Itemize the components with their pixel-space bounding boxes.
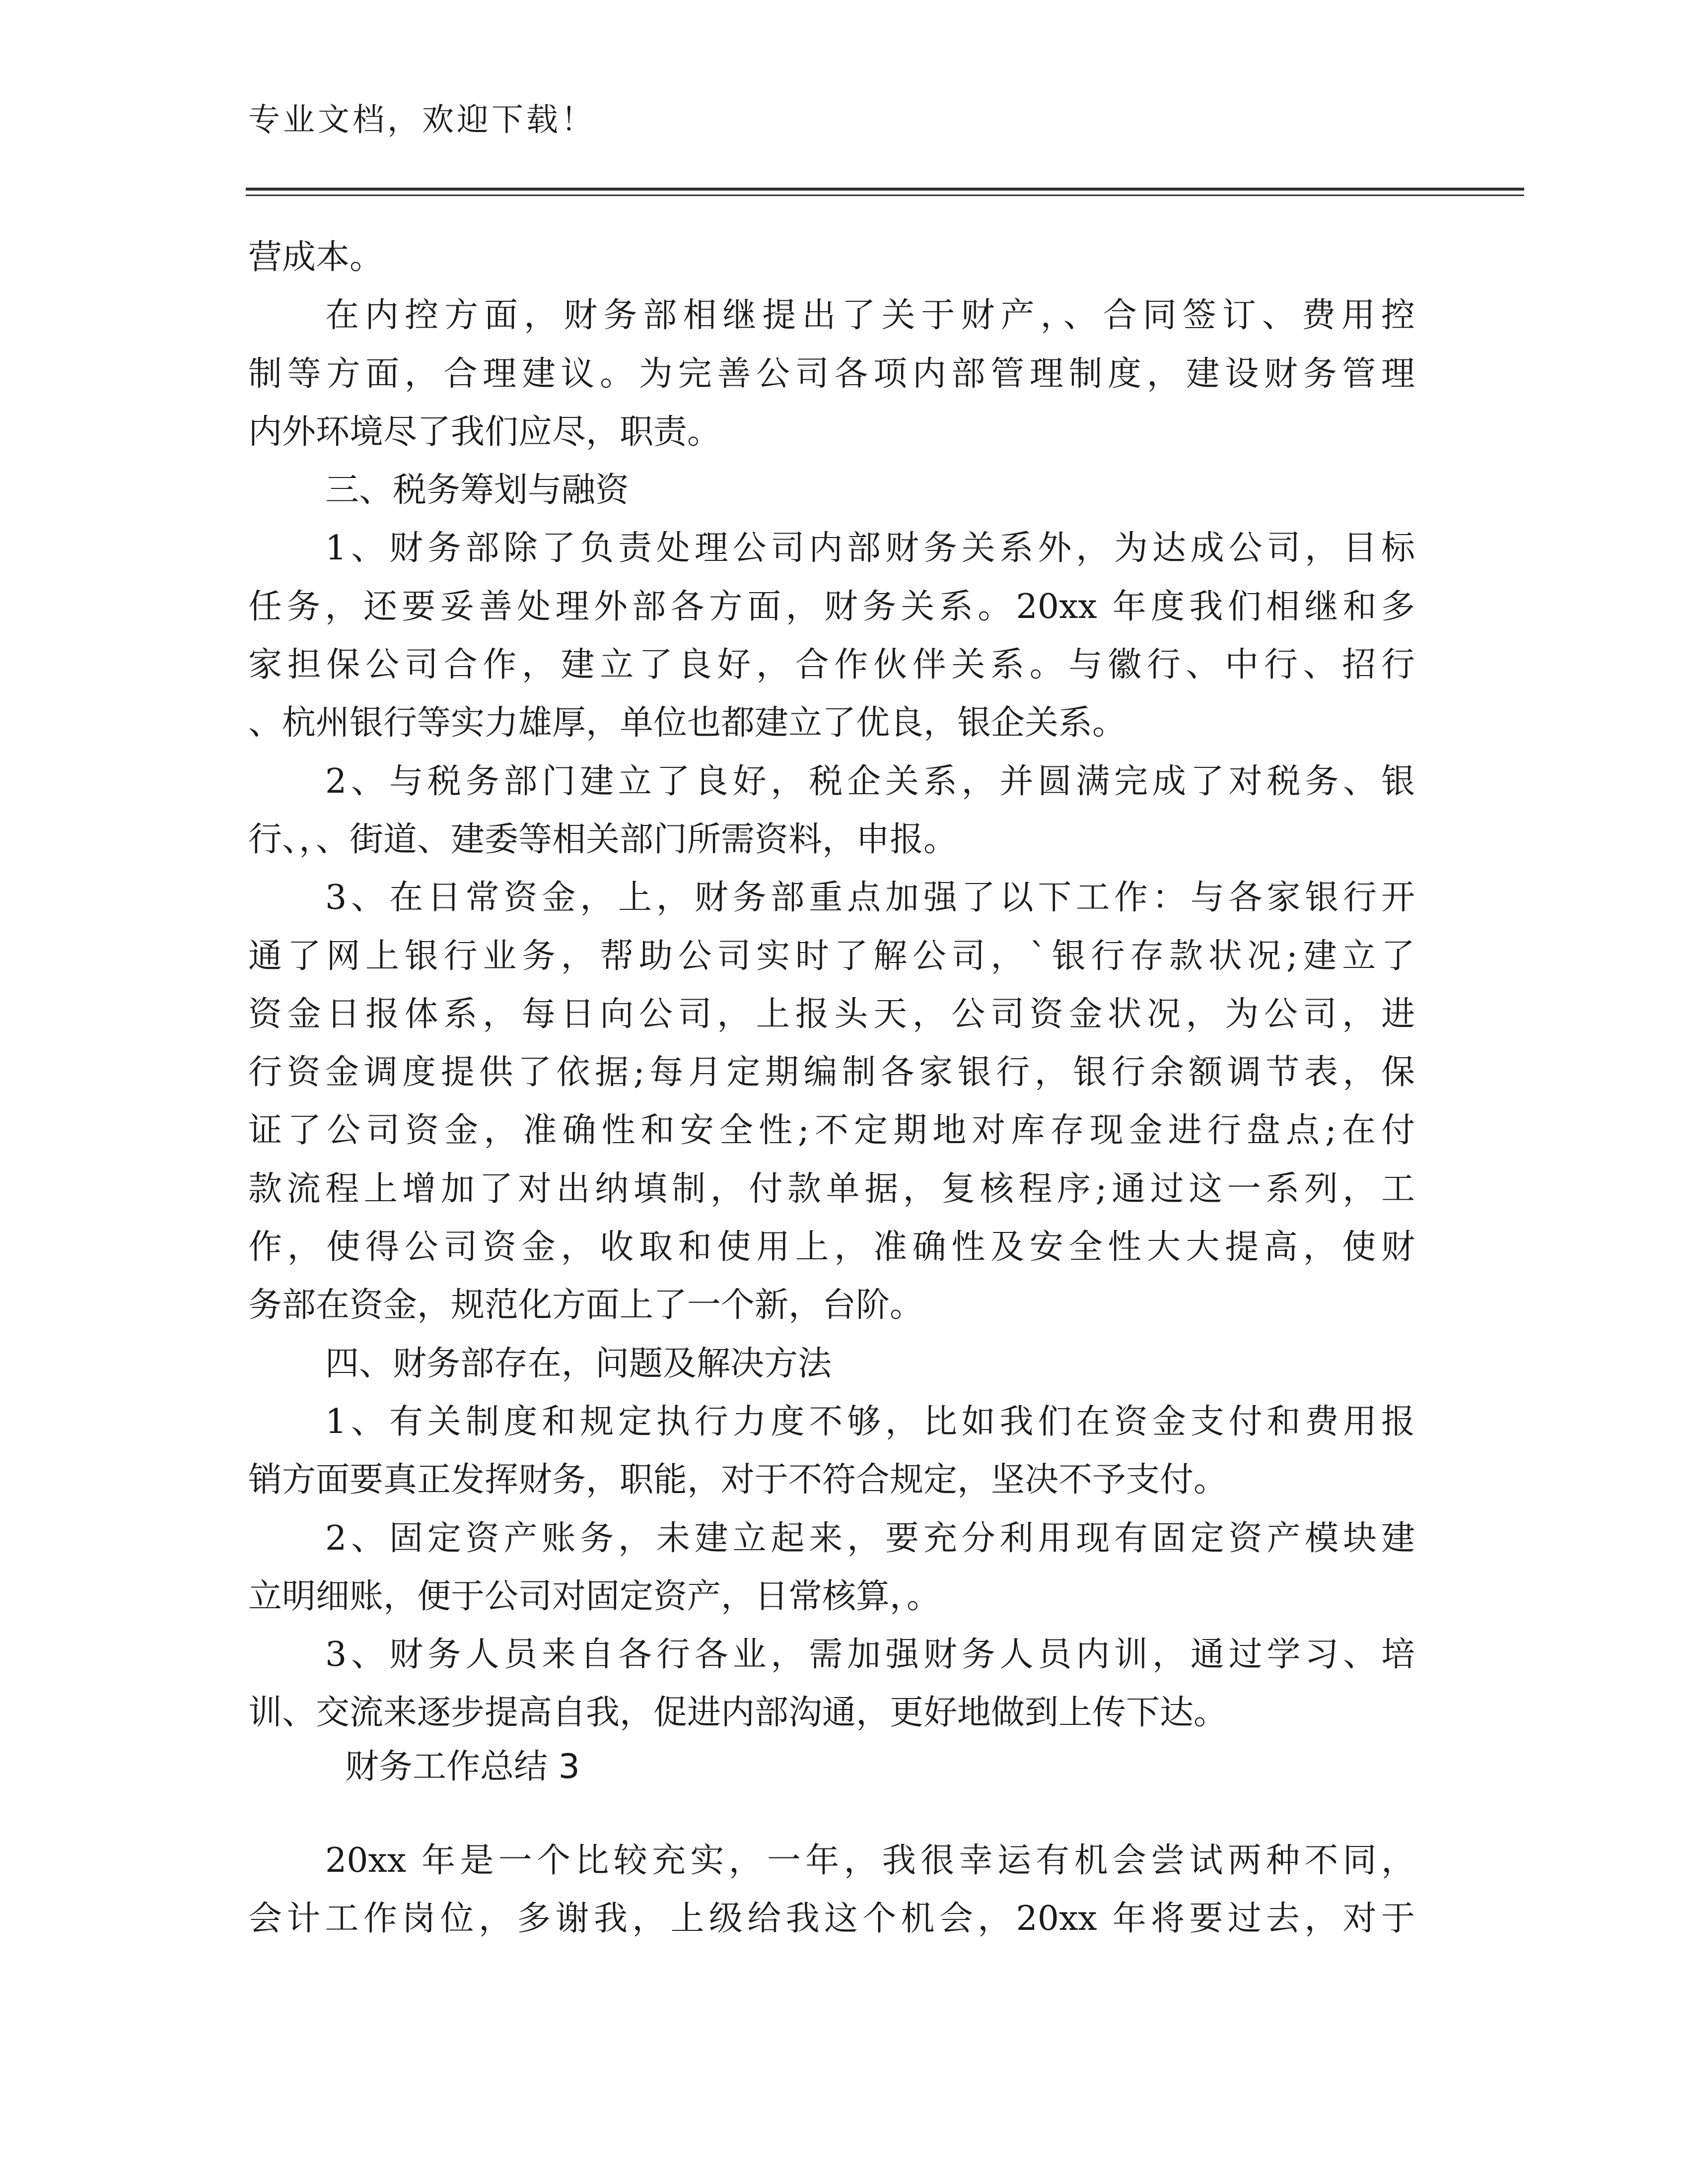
text-line: 1、有关制度和规定执行力度不够，比如我们在资金支付和费用报 xyxy=(325,1402,1415,1441)
document-body-2 xyxy=(248,1832,1415,1948)
text-line: 作，使得公司资金，收取和使用上，准确性及安全性大大提高，使财 xyxy=(248,1228,1415,1267)
text-line: 家担保公司合作，建立了良好，合作伙伴关系。与徽行、中行、招行 xyxy=(248,645,1415,685)
text-line: 务部在资金，规范化方面上了一个新，台阶。 xyxy=(248,1286,924,1325)
section-heading: 四、财务部存在，问题及解决方法 xyxy=(325,1344,832,1383)
section-heading: 三、税务筹划与融资 xyxy=(325,471,630,510)
text-line: 、杭州银行等实力雄厚，单位也都建立了优良，银企关系。 xyxy=(248,703,1126,743)
section-title: 财务工作总结 3 xyxy=(345,1747,580,1786)
text-line: 1、财务部除了负责处理公司内部财务关系外，为达成公司，目标 xyxy=(325,529,1415,568)
header-rule-thin xyxy=(246,195,1524,196)
text-line: 款流程上增加了对出纳填制，付款单据，复核程序;通过这一系列，工 xyxy=(248,1169,1415,1209)
text-line: 内外环境尽了我们应尽，职责。 xyxy=(248,412,721,452)
text-line: 会计工作岗位，多谢我，上级给我这个机会，20xx 年将要过去，对于 xyxy=(248,1899,1415,1939)
text-line: 营成本。 xyxy=(248,238,384,277)
text-line: 制等方面，合理建议。为完善公司各项内部管理制度，建设财务管理 xyxy=(248,354,1415,394)
text-line: 2、与税务部门建立了良好，税企关系，并圆满完成了对税务、银 xyxy=(325,761,1415,801)
text-line: 训、交流来逐步提高自我，促进内部沟通，更好地做到上传下达。 xyxy=(248,1693,1228,1733)
text-line: 销方面要真正发挥财务，职能，对于不符合规定，坚决不予支付。 xyxy=(248,1460,1228,1500)
text-line: 行、，、街道、建委等相关部门所需资料，申报。 xyxy=(248,819,958,859)
page-header: 专业文档，欢迎下载！ xyxy=(248,102,596,138)
header-rule-thick xyxy=(246,188,1524,191)
text-line: 立明细账，便于公司对固定资产，日常核算，。 xyxy=(248,1576,941,1616)
text-line: 行资金调度提供了依据;每月定期编制各家银行，银行余额调节表，保 xyxy=(248,1053,1415,1092)
text-line: 证了公司资金，准确性和安全性;不定期地对库存现金进行盘点;在付 xyxy=(248,1111,1415,1151)
text-line: 3、在日常资金，上，财务部重点加强了以下工作：与各家银行开 xyxy=(325,878,1415,918)
text-line: 在内控方面，财务部相继提出了关于财产，、合同签订、费用控 xyxy=(325,296,1415,336)
text-line: 3、财务人员来自各行各业，需加强财务人员内训，通过学习、培 xyxy=(325,1635,1415,1675)
text-line: 通了网上银行业务，帮助公司实时了解公司，`银行存款状况;建立了 xyxy=(248,936,1415,976)
document-body xyxy=(248,228,1415,1742)
text-line: 20xx 年是一个比较充实，一年，我很幸运有机会尝试两种不同， xyxy=(325,1841,1415,1880)
text-line: 任务，还要妥善处理外部各方面，财务关系。20xx 年度我们相继和多 xyxy=(248,587,1415,626)
text-line: 2、固定资产账务，未建立起来，要充分利用现有固定资产模块建 xyxy=(325,1518,1415,1558)
text-line: 资金日报体系，每日向公司，上报头天，公司资金状况，为公司，进 xyxy=(248,994,1415,1034)
